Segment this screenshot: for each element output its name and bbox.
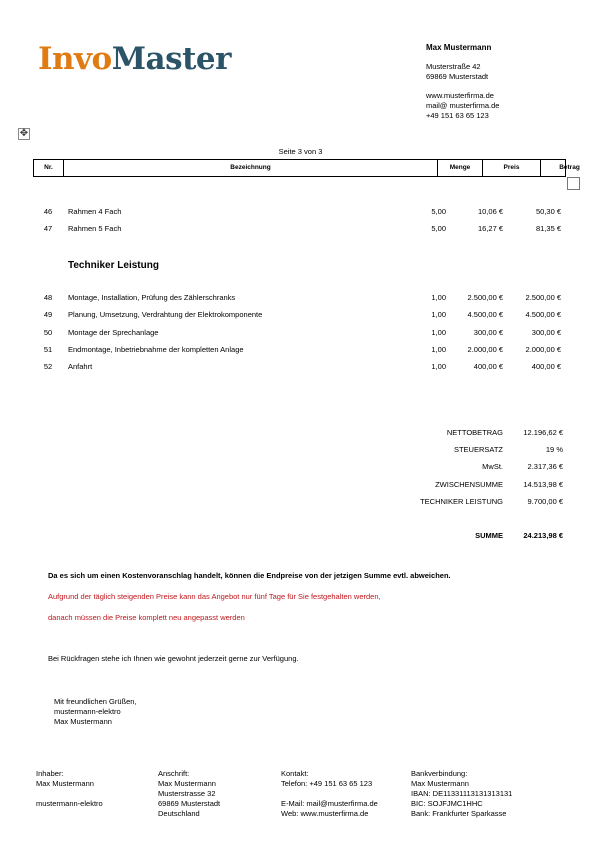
row-price: 16,27 € [477,224,503,233]
greeting-line: Max Mustermann [54,717,112,726]
row-amount: 400,00 € [531,362,561,371]
total-label: MwSt. [482,462,503,471]
total-label: SUMME [475,531,503,540]
row-nr: 49 [43,310,53,319]
row-price: 2.500,00 € [467,293,503,302]
footer-label: Anschrift: [158,769,190,778]
footer-label: Bankverbindung: [411,769,468,778]
footer-line: E-Mail: mail@musterfirma.de [281,799,378,808]
footer-line: Bank: Frankfurter Sparkasse [411,809,507,818]
row-amount: 81,35 € [535,224,561,233]
row-nr: 46 [43,207,53,216]
greeting [54,697,137,727]
row-price: 2.000,00 € [467,345,503,354]
row-nr: 52 [43,362,53,371]
row-price: 400,00 € [473,362,503,371]
row-price: 300,00 € [473,328,503,337]
greeting-line: Mit freundlichen Grüßen, [54,697,137,706]
footer-line: BIC: SOJFJMC1HHC [411,799,483,808]
row-amount: 300,00 € [531,328,561,337]
row-nr: 47 [43,224,53,233]
total-tech [0,496,601,508]
company-mail: mail@ musterfirma.de [426,101,500,110]
row-nr: 51 [43,345,53,354]
footer-line: Deutschland [158,809,200,818]
footer-line: mustermann-elektro [36,799,103,808]
footer-line: Web: www.musterfirma.de [281,809,369,818]
total-label: ZWISCHENSUMME [435,480,503,489]
row-price: 4.500,00 € [467,310,503,319]
row-nr: 48 [43,293,53,302]
total-value: 19 % [545,445,563,454]
table-row [0,344,601,356]
company-city: 69869 Musterstadt [426,72,489,81]
footer-address [158,769,220,819]
row-qty: 1,00 [431,310,446,319]
page-number: Seite 3 von 3 [278,147,323,156]
total-sum [0,530,601,542]
total-label: NETTOBETRAG [446,428,503,437]
logo-part-invo: Invo [38,41,112,77]
footer-bank [411,769,512,819]
total-value: 14.513,98 € [523,480,563,489]
table-row [0,361,601,373]
footer-line: Max Mustermann [36,779,94,788]
closing-text: Bei Rückfragen stehe ich Ihnen wie gewohnt jederzeit gerne zur Verfügung. [48,654,299,663]
total-value: 9.700,00 € [527,497,563,506]
company-street: Musterstraße 42 [426,62,481,71]
row-desc: Rahmen 4 Fach [68,207,122,216]
footer-label: Inhaber: [36,769,64,778]
company-name: Max Mustermann [426,43,492,52]
section-title: Techniker Leistung [68,260,159,271]
logo-part-master: Master [111,41,231,77]
row-desc: Montage der Sprechanlage [68,328,159,337]
footer-label: Kontakt: [281,769,309,778]
header-qty: Menge [438,160,483,176]
row-qty: 5,00 [431,224,446,233]
total-value: 12.196,62 € [523,428,563,437]
header-nr: Nr. [34,160,64,176]
resize-handle[interactable] [567,177,580,190]
header-price: Preis [483,160,541,176]
row-desc: Planung, Umsetzung, Verdrahtung der Elektrokomponente [68,310,263,319]
row-desc: Rahmen 5 Fach [68,224,122,233]
total-label: TECHNIKER LEISTUNG [420,497,503,506]
row-qty: 5,00 [431,207,446,216]
footer-line: Max Mustermann [158,779,216,788]
total-vat [0,461,601,473]
move-icon[interactable]: ✥ [19,128,29,139]
total-label: STEUERSATZ [453,445,503,454]
table-header [33,159,580,177]
footer-line: 69869 Musterstadt [158,799,221,808]
price-warning-line1: Aufgrund der täglich steigenden Preise kann das Angebot nur fünf Tage für Sie festgehalten werden, [48,592,381,601]
price-warning-line2: danach müssen die Preise komplett neu angepasst werden [48,613,245,622]
company-block [426,43,499,121]
footer-line: IBAN: DE11331113131313131 [411,789,513,798]
table-row [0,327,601,339]
company-phone: +49 151 63 65 123 [426,111,489,120]
row-desc: Montage, Installation, Prüfung des Zählerschranks [68,293,236,302]
row-amount: 2.500,00 € [525,293,561,302]
total-netto [0,427,601,439]
estimate-notice: Da es sich um einen Kostenvoranschlag handelt, können die Endpreise von der jetzigen Summe evtl. abweichen. [48,571,451,580]
row-amount: 4.500,00 € [525,310,561,319]
row-qty: 1,00 [431,345,446,354]
table-row [0,292,601,304]
header-desc: Bezeichnung [64,160,438,176]
greeting-line: mustermann-elektro [54,707,121,716]
footer-line: Max Mustermann [411,779,469,788]
row-desc: Anfahrt [68,362,93,371]
table-row [0,206,601,218]
row-nr: 50 [43,328,53,337]
footer-contact [281,769,378,819]
row-desc: Endmontage, Inbetriebnahme der kompletten Anlage [68,345,244,354]
footer-owner [36,769,103,809]
footer-line: Telefon: +49 151 63 65 123 [281,779,373,788]
total-value: 2.317,36 € [527,462,563,471]
total-value: 24.213,98 € [523,531,563,540]
total-rate [0,444,601,456]
logo [38,41,231,77]
table-row [0,223,601,235]
row-price: 10,06 € [477,207,503,216]
row-amount: 2.000,00 € [525,345,561,354]
header-amount: Betrag [559,164,580,171]
company-web: www.musterfirma.de [426,91,494,100]
total-sub [0,479,601,491]
table-row [0,309,601,321]
footer-line: Musterstrasse 32 [158,789,216,798]
row-qty: 1,00 [431,293,446,302]
row-qty: 1,00 [431,328,446,337]
row-qty: 1,00 [431,362,446,371]
row-amount: 50,30 € [535,207,561,216]
